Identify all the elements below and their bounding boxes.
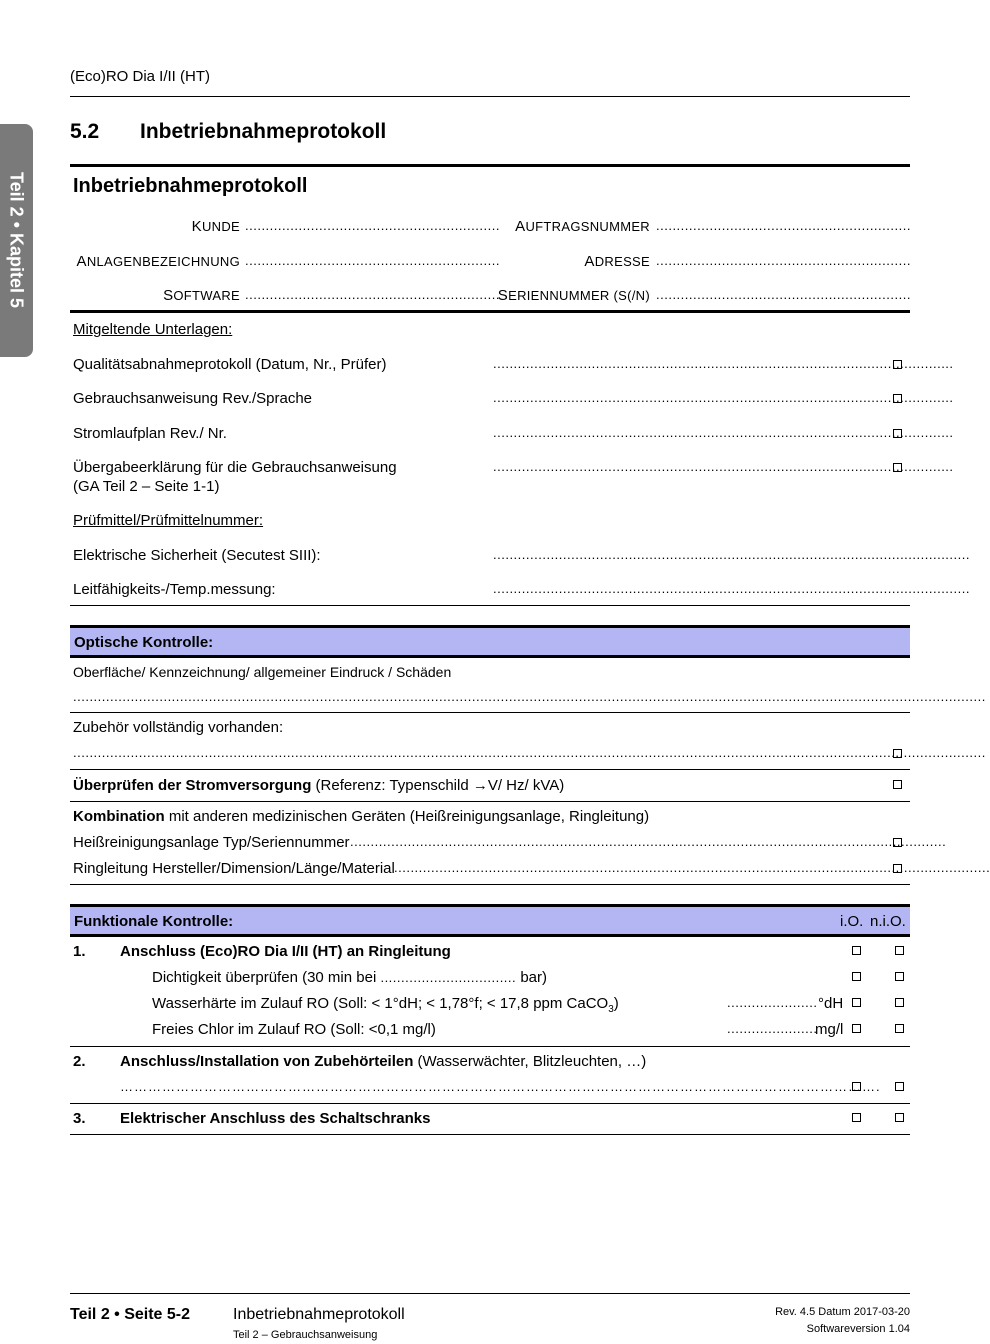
document-line[interactable]: ................................................................................................................	[493, 459, 954, 474]
hardness-unit: °dH	[818, 995, 844, 1012]
combination-bold: Kombination	[73, 808, 165, 825]
row-rule	[70, 1134, 910, 1135]
hardness-subscript: 3	[608, 1004, 614, 1015]
power-check-bold: Überprüfen der Stromversorgung	[73, 777, 312, 794]
checkbox-not-ok[interactable]	[895, 998, 904, 1007]
chlorine-label: Freies Chlor im Zulauf RO (Soll: <0,1 mg/l)	[152, 1021, 436, 1038]
field-label: KUNDE	[191, 218, 240, 235]
item-title-rest: (Wasserwächter, Blitzleuchten, …)	[413, 1053, 647, 1070]
hot-cleaning-label: Heißreinigungsanlage Typ/Seriennummer	[73, 834, 350, 851]
side-tab-label: Teil 2 • Kapitel 5	[6, 171, 27, 309]
section-number: 5.2	[70, 120, 100, 143]
checkbox-ok[interactable]	[852, 998, 861, 1007]
field-line[interactable]: ..............................................................	[245, 253, 500, 268]
field-label: ADRESSE	[584, 253, 650, 270]
field-label: SERIENNUMMER (S(/N)	[497, 287, 650, 304]
optical-control-title: Optische Kontrolle:	[74, 634, 214, 651]
tightness-text: Dichtigkeit überprüfen (30 min bei	[152, 969, 381, 986]
ring-line-label: Ringleitung Hersteller/Dimension/Länge/Material	[73, 860, 395, 877]
functional-control-title: Funktionale Kontrolle:	[74, 913, 234, 930]
ring-line-line[interactable]: .................................................................................................................................................	[394, 860, 990, 875]
accessories-installation-line[interactable]: ……………………………………………………………………………………………………………………………………………….	[120, 1079, 881, 1094]
checkbox-ok[interactable]	[852, 1113, 861, 1122]
field-label: AUFTRAGSNUMMER	[515, 218, 650, 235]
checkbox-ok[interactable]	[852, 1024, 861, 1033]
form-top-rule	[70, 164, 910, 167]
checkbox[interactable]	[893, 864, 902, 873]
surface-line[interactable]: ..............................................................................................................................................................................................................................	[73, 689, 986, 704]
optical-control-band	[70, 625, 910, 658]
checkbox[interactable]	[893, 463, 902, 472]
surface-label: Oberfläche/ Kennzeichnung/ allgemeiner Eindruck / Schäden	[73, 664, 452, 680]
checkbox-not-ok[interactable]	[895, 972, 904, 981]
form-bottom-rule	[70, 605, 910, 606]
accessories-label: Zubehör vollständig vorhanden:	[73, 719, 284, 736]
combination-label	[73, 808, 649, 825]
footer-rule	[70, 1293, 910, 1294]
checkbox[interactable]	[893, 749, 902, 758]
field-label: ANLAGENBEZEICHNUNG	[76, 253, 240, 270]
document-line[interactable]: ................................................................................................................	[493, 356, 954, 371]
footer-title: Inbetriebnahmeprotokoll	[233, 1306, 405, 1323]
footer-page-ref: Teil 2 • Seite 5-2	[70, 1306, 191, 1323]
checkbox-ok[interactable]	[852, 1082, 861, 1091]
field-line[interactable]: ..............................................................	[656, 218, 911, 233]
checkbox[interactable]	[893, 780, 902, 789]
hot-cleaning-line[interactable]: .................................................................................................................................................	[350, 834, 947, 849]
document-label: Übergabeerklärung für die Gebrauchsanweisung	[73, 459, 397, 476]
column-not-ok: n.i.O.	[870, 913, 906, 930]
document-label-note: (GA Teil 2 – Seite 1-1)	[73, 478, 220, 495]
hardness-label	[152, 995, 619, 1015]
functional-control-band	[70, 904, 910, 937]
item-title: Anschluss/Installation von Zubehörteilen	[120, 1053, 414, 1070]
form-title: Inbetriebnahmeprotokoll	[73, 175, 308, 197]
footer-revision: Rev. 4.5 Datum 2017-03-20	[775, 1306, 910, 1318]
field-line[interactable]: ..............................................................	[656, 287, 911, 302]
document-label: Stromlaufplan Rev./ Nr.	[73, 425, 227, 442]
test-equipment-heading: Prüfmittel/Prüfmittelnummer:	[73, 512, 264, 529]
document-label: Gebrauchsanweisung Rev./Sprache	[73, 390, 313, 407]
row-rule	[70, 801, 910, 802]
combination-rest: mit anderen medizinischen Geräten (Heißreinigungsanlage, Ringleitung)	[164, 808, 650, 825]
tightness-value-line[interactable]: .................................	[380, 970, 517, 985]
checkbox-not-ok[interactable]	[895, 946, 904, 955]
item-number: 1.	[73, 943, 86, 960]
accessories-line[interactable]: ..............................................................................................................................................................................................................................	[73, 745, 986, 760]
chapter-side-tab	[0, 124, 33, 357]
test-equipment-line[interactable]: ....................................................................................................................	[493, 581, 970, 596]
row-rule	[70, 769, 910, 770]
field-line[interactable]: ..............................................................	[656, 253, 911, 268]
row-rule	[70, 1103, 910, 1104]
checkbox-not-ok[interactable]	[895, 1024, 904, 1033]
field-line[interactable]: ..............................................................	[245, 287, 500, 302]
item-title-line	[120, 1053, 646, 1070]
test-equipment-label: Elektrische Sicherheit (Secutest SIII):	[73, 547, 321, 564]
test-equipment-label: Leitfähigkeits-/Temp.messung:	[73, 581, 276, 598]
checkbox-not-ok[interactable]	[895, 1113, 904, 1122]
tightness-label	[152, 969, 547, 986]
checkbox[interactable]	[893, 360, 902, 369]
chlorine-value-line[interactable]: ......................	[727, 1021, 818, 1036]
row-rule	[70, 1046, 910, 1047]
checkbox-ok[interactable]	[852, 946, 861, 955]
header-rule	[70, 96, 910, 97]
document-line[interactable]: ................................................................................................................	[493, 390, 954, 405]
hardness-value-line[interactable]: ......................	[727, 995, 818, 1010]
row-rule	[70, 712, 910, 713]
item-title: Anschluss (Eco)RO Dia I/II (HT) an Ringleitung	[120, 943, 451, 960]
hardness-text: Wasserhärte im Zulauf RO (Soll: < 1°dH; < 1,78°f; < 17,8 ppm CaCO	[152, 995, 609, 1012]
item-number: 2.	[73, 1053, 86, 1070]
power-check-label	[73, 777, 564, 794]
power-check-rest: (Referenz: Typenschild →V/ Hz/ kVA)	[311, 777, 565, 794]
document-label: Qualitätsabnahmeprotokoll (Datum, Nr., Prüfer)	[73, 356, 387, 373]
row-rule	[70, 884, 910, 885]
item-number: 3.	[73, 1110, 86, 1127]
checkbox-ok[interactable]	[852, 972, 861, 981]
chlorine-unit: mg/l	[815, 1021, 844, 1038]
checkbox[interactable]	[893, 394, 902, 403]
documents-heading: Mitgeltende Unterlagen:	[73, 321, 233, 338]
checkbox[interactable]	[893, 429, 902, 438]
checkbox[interactable]	[893, 838, 902, 847]
fields-bottom-rule	[70, 310, 910, 313]
document-line[interactable]: ................................................................................................................	[493, 425, 954, 440]
field-label: SOFTWARE	[163, 287, 240, 304]
test-equipment-line[interactable]: ....................................................................................................................	[493, 547, 970, 562]
section-title: Inbetriebnahmeprotokoll	[140, 120, 387, 143]
checkbox-not-ok[interactable]	[895, 1082, 904, 1091]
field-line[interactable]: ..............................................................	[245, 218, 500, 233]
hardness-close: )	[613, 995, 619, 1012]
footer-software-version: Softwareversion 1.04	[806, 1323, 910, 1335]
header-product: (Eco)RO Dia I/II (HT)	[70, 68, 211, 85]
item-title: Elektrischer Anschluss des Schaltschranks	[120, 1110, 431, 1127]
tightness-unit: bar)	[516, 969, 547, 986]
footer-subtitle: Teil 2 – Gebrauchsanweisung	[233, 1329, 378, 1341]
column-ok: i.O.	[840, 913, 864, 930]
